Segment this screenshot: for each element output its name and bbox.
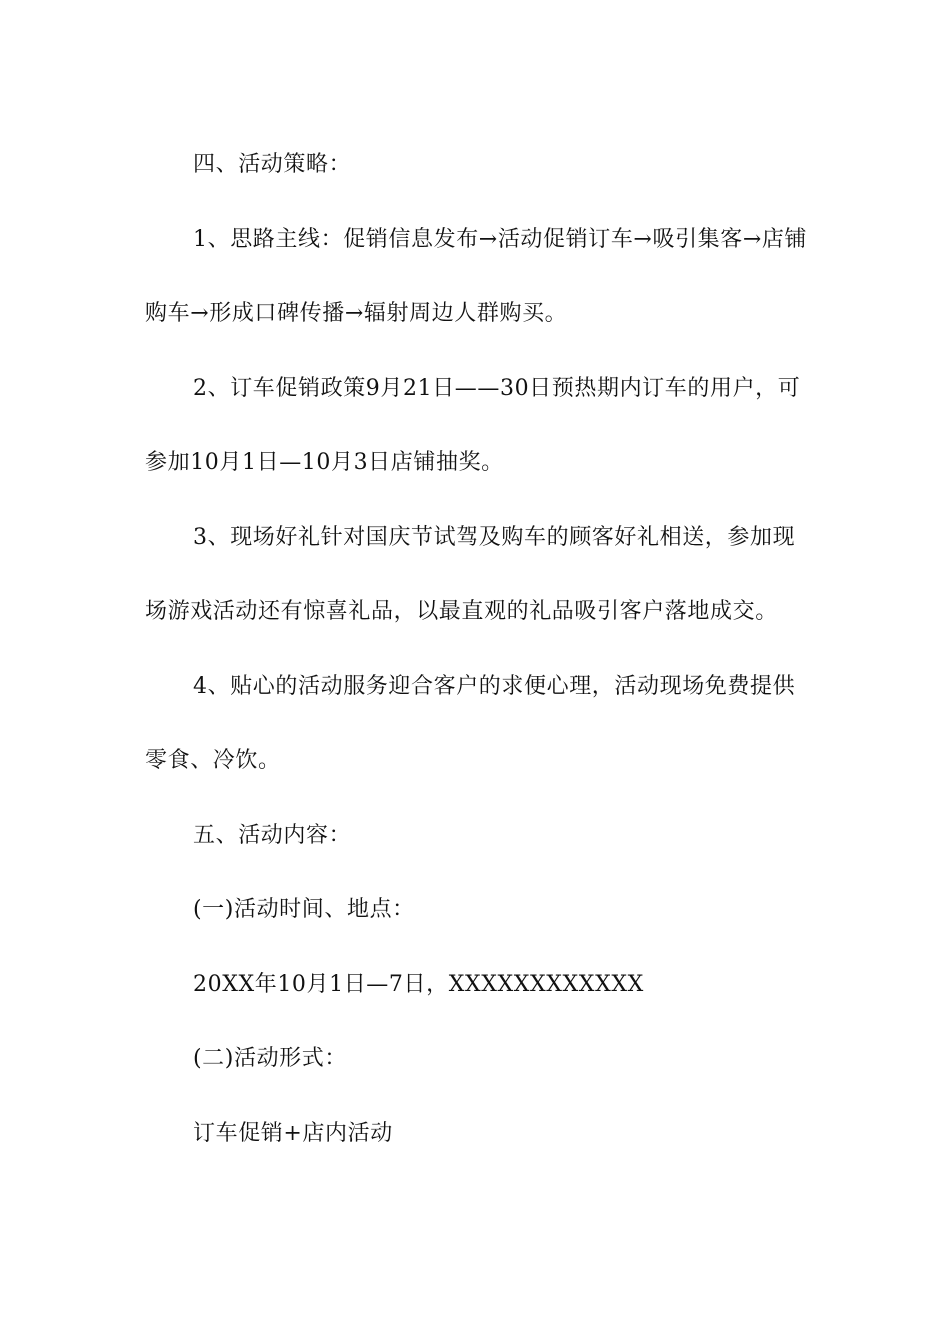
strategy-point-3: 3、现场好礼针对国庆节试驾及购车的顾客好礼相送，参加现场游戏活动还有惊喜礼品，以最直观的礼品吸引客户落地成交。 <box>145 524 796 624</box>
section-heading-content: 五、活动内容： <box>193 822 352 848</box>
time-place-text: 20XX年10月1日—7日，XXXXXXXXXXXX <box>193 971 644 997</box>
section-heading-strategy: 四、活动策略： <box>193 152 352 177</box>
format-text: 订车促销+店内活动 <box>193 1120 393 1146</box>
strategy-point-2: 2、订车促销政策9月21日——30日预热期内订车的用户，可参加10月1日—10月3日店铺抽奖。 <box>145 375 801 475</box>
strategy-point-4: 4、贴心的活动服务迎合客户的求便心理，活动现场免费提供零食、冷饮。 <box>145 673 796 773</box>
subheading-time-place: (一)活动时间、地点： <box>193 897 415 922</box>
document-body <box>145 128 810 1171</box>
subheading-format: (二)活动形式： <box>193 1046 347 1071</box>
strategy-point-1: 1、思路主线：促销信息发布→活动促销订车→吸引集客→店铺购车→形成口碑传播→辐射周边人群购买。 <box>145 226 808 326</box>
